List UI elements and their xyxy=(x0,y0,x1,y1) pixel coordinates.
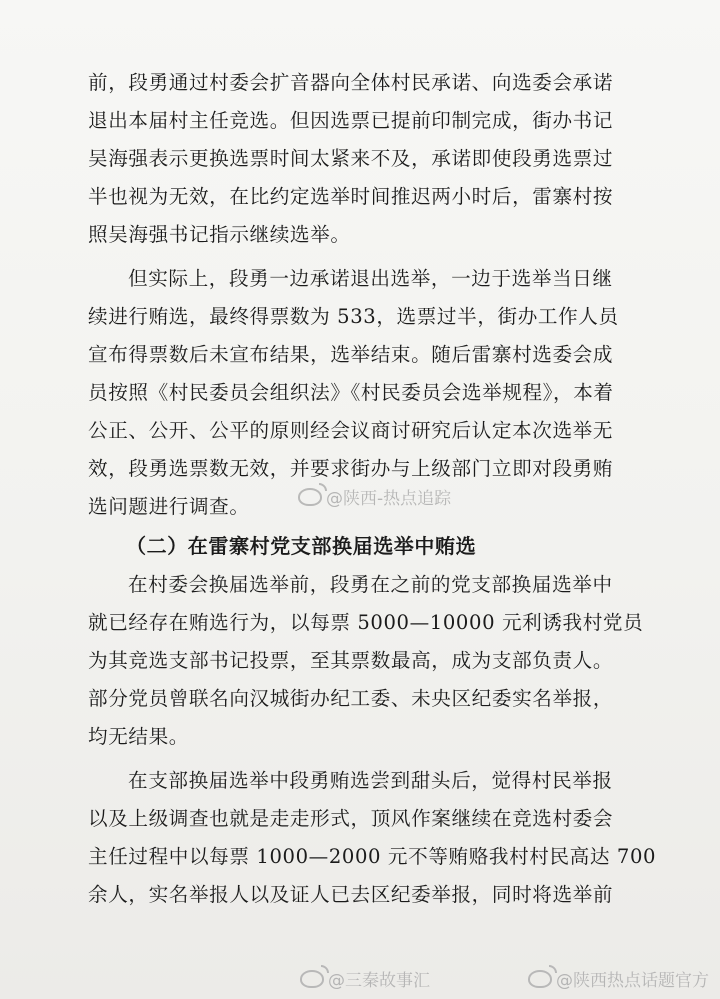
text-line: 均无结果。 xyxy=(88,725,189,748)
text-line: 以及上级调查也就是走走形式，顶风作案继续在竞选村委会 xyxy=(88,807,614,830)
watermark-text: @三秦故事汇 xyxy=(328,971,430,991)
paragraph-4 xyxy=(88,762,657,914)
text-line: 主任过程中以每票 1000—2000 元不等贿赂我村村民高达 700 xyxy=(88,845,657,868)
weibo-icon xyxy=(298,488,322,506)
watermark-text: @陕西-热点追踪 xyxy=(326,489,452,509)
text-line: 就已经存在贿选行为，以每票 5000—10000 元利诱我村党员 xyxy=(88,611,644,634)
watermark-2 xyxy=(300,966,430,991)
text-line: 为其竞选支部书记投票，至其票数最高，成为支部负责人。 xyxy=(88,649,614,672)
text-line: 照吴海强书记指示继续选举。 xyxy=(88,223,351,246)
paragraph-1 xyxy=(88,64,628,254)
watermark-1 xyxy=(298,484,451,509)
text-line: 但实际上，段勇一边承诺退出选举，一边于选举当日继 xyxy=(128,267,613,290)
paragraph-3 xyxy=(88,566,644,756)
text-line: 效，段勇选票数无效，并要求街办与上级部门立即对段勇贿 xyxy=(88,457,614,480)
text-line: 余人，实名举报人以及证人已去区纪委举报，同时将选举前 xyxy=(88,883,614,906)
text-line: 吴海强表示更换选票时间太紧来不及，承诺即使段勇选票过 xyxy=(88,147,614,170)
text-line: 在村委会换届选举前，段勇在之前的党支部换届选举中 xyxy=(128,573,613,596)
text-line: 退出本届村主任竞选。但因选票已提前印制完成，街办书记 xyxy=(88,109,614,132)
section-heading: （二）在雷寨村党支部换届选举中贿选 xyxy=(126,534,477,558)
text-line: 在支部换届选举中段勇贿选尝到甜头后，觉得村民举报 xyxy=(128,769,613,792)
watermark-text: @陕西热点话题官方 xyxy=(556,971,709,991)
text-line: 前，段勇通过村委会扩音器向全体村民承诺、向选委会承诺 xyxy=(88,71,614,94)
weibo-icon xyxy=(528,970,552,988)
text-line: 宣布得票数后未宣布结果，选举结束。随后雷寨村选委会成 xyxy=(88,343,614,366)
text-line: 公正、公开、公平的原则经会议商讨研究后认定本次选举无 xyxy=(88,419,614,442)
text-line: 员按照《村民委员会组织法》《村民委员会选举规程》，本着 xyxy=(88,381,614,404)
watermark-3 xyxy=(528,966,709,991)
weibo-icon xyxy=(300,970,324,988)
text-line: 部分党员曾联名向汉城街办纪工委、未央区纪委实名举报， xyxy=(88,687,614,710)
text-line: 半也视为无效，在比约定选举时间推迟两小时后，雷寨村按 xyxy=(88,185,614,208)
text-line: 选问题进行调查。 xyxy=(88,495,250,518)
text-line: 续进行贿选，最终得票数为 533，选票过半，街办工作人员 xyxy=(88,305,619,328)
